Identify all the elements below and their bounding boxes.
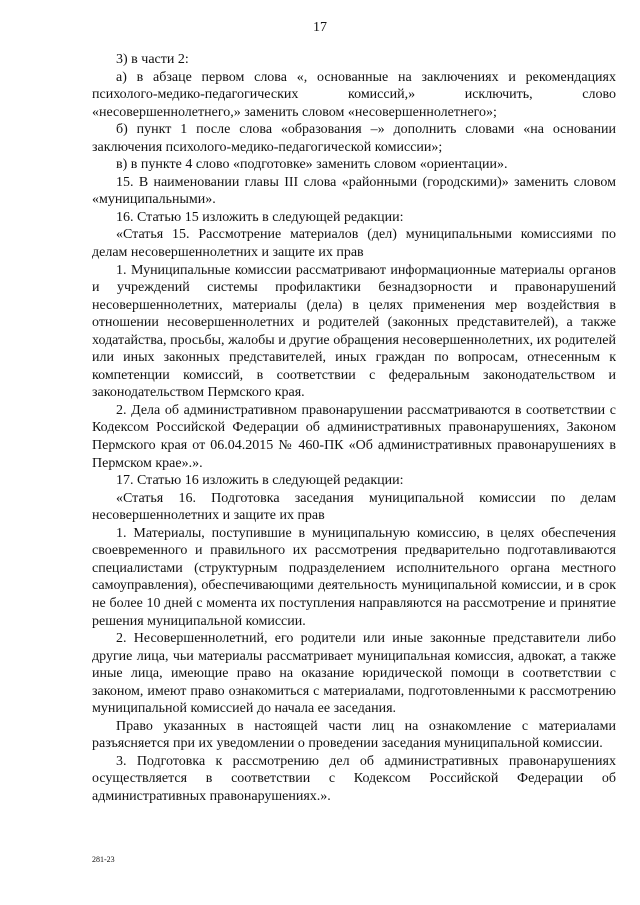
subitem-b: б) пункт 1 после слова «образования –» дополнить словами «на основании заключения психолого-медико-педагогической комиссии»; — [92, 122, 616, 155]
subitem-a: а) в абзаце первом слова «, основанные на заключениях и рекомендациях психолого-медико-педагогических комиссий,» исключить, слово «несовершеннолетнего,» заменить словом «несовершеннолетнего»; — [92, 69, 616, 120]
document-body — [92, 51, 616, 806]
subitem-v: в) в пункте 4 слово «подготовке» заменить словом «ориентации». — [116, 157, 508, 173]
article-16-part-1: 1. Материалы, поступившие в муниципальную комиссию, в целях обеспечения своевременного и правильного их рассмотрения предварительно подготавливаются специалистами (структурным подразделением исполнительного органа местного самоуправления), обеспечивающими деятельность муниципальной комиссии, и в срок не более 10 дней с момента их поступления направляются на рассмотрение и принятие решения муниципальной комиссии. — [92, 525, 616, 629]
document-code: 281-23 — [92, 855, 115, 864]
page-number: 17 — [313, 20, 327, 35]
article-15-part-1: 1. Муниципальные комиссии рассматривают информационные материалы органов и учреждений системы профилактики безнадзорности и правонарушений несовершеннолетних, материалы (дела) в целях применения мер воздействия в отношении несовершеннолетних и родителей (законных представителей), а также ходатайства, просьбы, жалобы и другие обращения несовершеннолетних, их родителей или иных законных представителей, иных граждан по вопросам, отнесенным к компетенции комиссий, в соответствии с федеральным законодательством и законодательством Пермского края. — [92, 262, 616, 401]
article-16-part-2-continued: Право указанных в настоящей части лиц на ознакомление с материалами разъясняется при их уведомлении о проведении заседания муниципальной комиссии. — [92, 718, 616, 752]
item-3-header: 3) в части 2: — [116, 52, 189, 67]
article-16-title: «Статья 16. Подготовка заседания муниципальной комиссии по делам несовершеннолетних и защите их прав — [92, 490, 616, 524]
article-16-part-2: 2. Несовершеннолетний, его родители или иные законные представители либо другие лица, чьи материалы рассматривает муниципальная комиссия, адвокат, а также иные лица, имеющие право на оказание юридической помощи в соответствии с законом, имеют право ознакомиться с материалами, подготовленными к рассмотрению муниципальной комиссией до начала ее заседания. — [92, 631, 616, 717]
article-15-part-2: 2. Дела об административном правонарушении рассматриваются в соответствии с Кодексом Российской Федерации об административных правонарушениях, Законом Пермского края от 06.04.2015 № 460-ПК «Об административных правонарушениях в Пермском крае».». — [92, 402, 616, 471]
article-16-part-3: 3. Подготовка к рассмотрению дел об административных правонарушениях осуществляется в соответствии с Кодексом Российской Федерации об административных правонарушениях.». — [92, 753, 616, 804]
article-15-title: «Статья 15. Рассмотрение материалов (дел) муниципальными комиссиями по делам несовершеннолетних и защите их прав — [92, 227, 616, 261]
item-16: 16. Статью 15 изложить в следующей редакции: — [116, 209, 404, 225]
item-15: 15. В наименовании главы III слова «районными (городскими)» заменить словом «муниципальными». — [92, 174, 616, 208]
item-17: 17. Статью 16 изложить в следующей редакции: — [116, 473, 404, 489]
